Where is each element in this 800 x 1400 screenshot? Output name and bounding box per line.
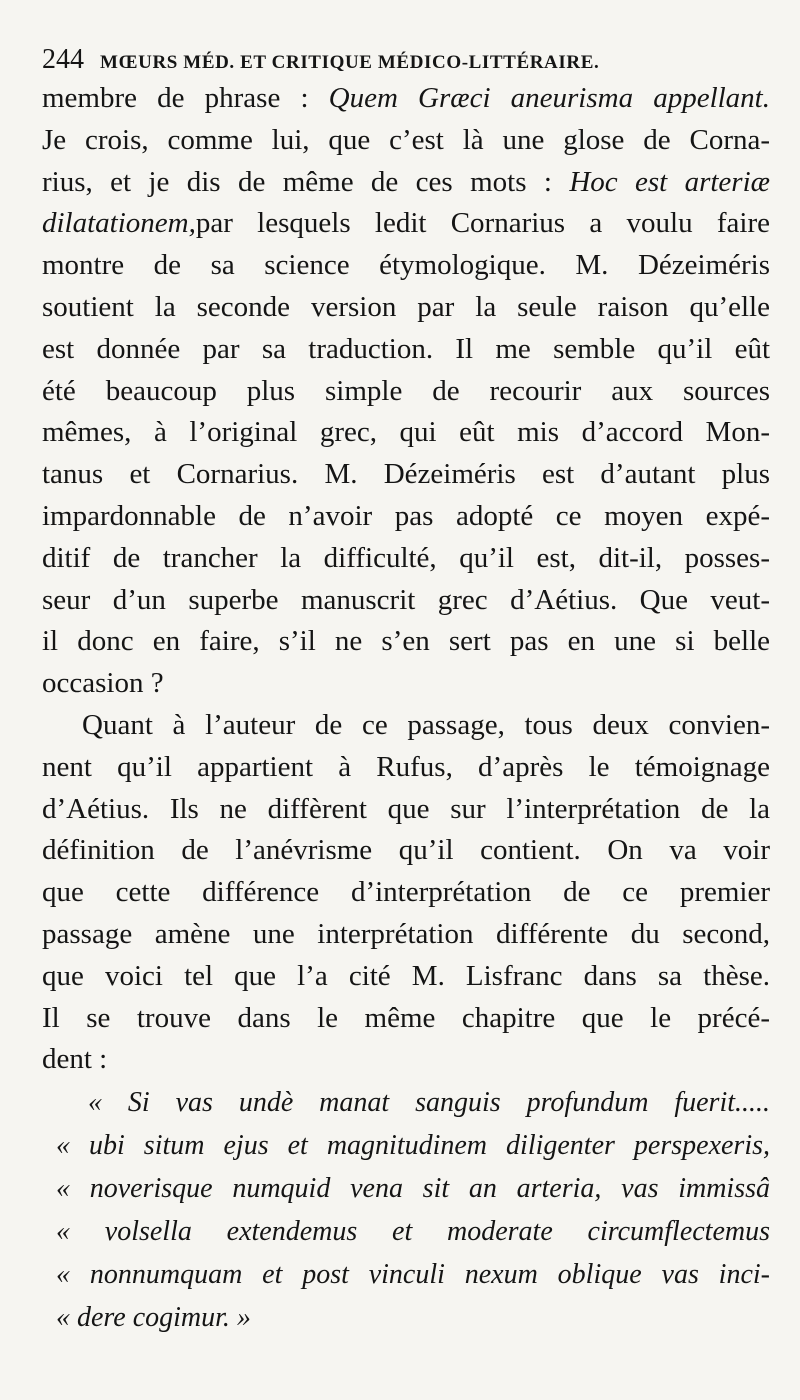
quote-line: « nonnumquam et post vinculi nexum oblique vas inci- — [56, 1259, 770, 1291]
text-line: dilatationem,par lesquels ledit Cornarius a voulu faire — [42, 207, 770, 240]
text-line: Je crois, comme lui, que c’est là une glose de Corna- — [42, 123, 770, 156]
paragraph-2 — [42, 705, 770, 1081]
quote-line: « dere cogimur. » — [56, 1302, 251, 1334]
text-line: membre de phrase : Quem Græci aneurisma appellant. — [42, 82, 770, 114]
text-line: il donc en faire, s’il ne s’en sert pas en une si belle — [42, 625, 770, 658]
text-line: soutient la seconde version par la seule raison qu’elle — [42, 290, 770, 323]
text-line: est donnée par sa traduction. Il me semble qu’il eût — [42, 332, 770, 365]
text-line: seur d’un superbe manuscrit grec d’Aétius. Que veut- — [42, 583, 770, 616]
running-title: MŒURS MÉD. ET CRITIQUE MÉDICO-LITTÉRAIRE. — [100, 52, 600, 73]
paragraph-1 — [42, 78, 770, 705]
latin-quotation — [42, 1081, 770, 1339]
text-line: que cette différence d’interprétation de ce premier — [42, 876, 770, 909]
running-head — [42, 44, 770, 76]
quote-line: « noverisque numquid vena sit an arteria, vas immissâ — [56, 1173, 770, 1205]
text-line: tanus et Cornarius. M. Dézeiméris est d’autant plus — [42, 458, 770, 491]
text-line: mêmes, à l’original grec, qui eût mis d’accord Mon- — [42, 416, 770, 449]
text-line: Quant à l’auteur de ce passage, tous deux convien- — [82, 708, 770, 741]
text-line: nent qu’il appartient à Rufus, d’après le témoignage — [42, 750, 770, 783]
quote-line: « Si vas undè manat sanguis profundum fuerit..... — [88, 1087, 770, 1119]
text-line: dent : — [42, 1043, 108, 1076]
text-line: définition de l’anévrisme qu’il contient. On va voir — [42, 834, 770, 867]
text-line: d’Aétius. Ils ne diffèrent que sur l’interprétation de la — [42, 792, 770, 825]
text-line: occasion ? — [42, 667, 164, 700]
text-line: que voici tel que l’a cité M. Lisfranc dans sa thèse. — [42, 959, 770, 992]
text-line: passage amène une interprétation différente du second, — [42, 917, 770, 950]
text-line: Il se trouve dans le même chapitre que le précé- — [42, 1001, 770, 1034]
text-line: ditif de trancher la difficulté, qu’il est, dit-il, posses- — [42, 541, 770, 574]
text-line: montre de sa science étymologique. M. Dézeiméris — [42, 249, 770, 282]
page-number: 244 — [42, 44, 84, 75]
quote-line: « volsella extendemus et moderate circumflectemus — [56, 1216, 770, 1248]
text-line: rius, et je dis de même de ces mots : Hoc est arteriæ — [42, 165, 770, 198]
text-line: été beaucoup plus simple de recourir aux sources — [42, 374, 770, 407]
quote-line: « ubi situm ejus et magnitudinem diligenter perspexeris, — [56, 1130, 770, 1162]
text-line: impardonnable de n’avoir pas adopté ce moyen expé- — [42, 499, 770, 532]
